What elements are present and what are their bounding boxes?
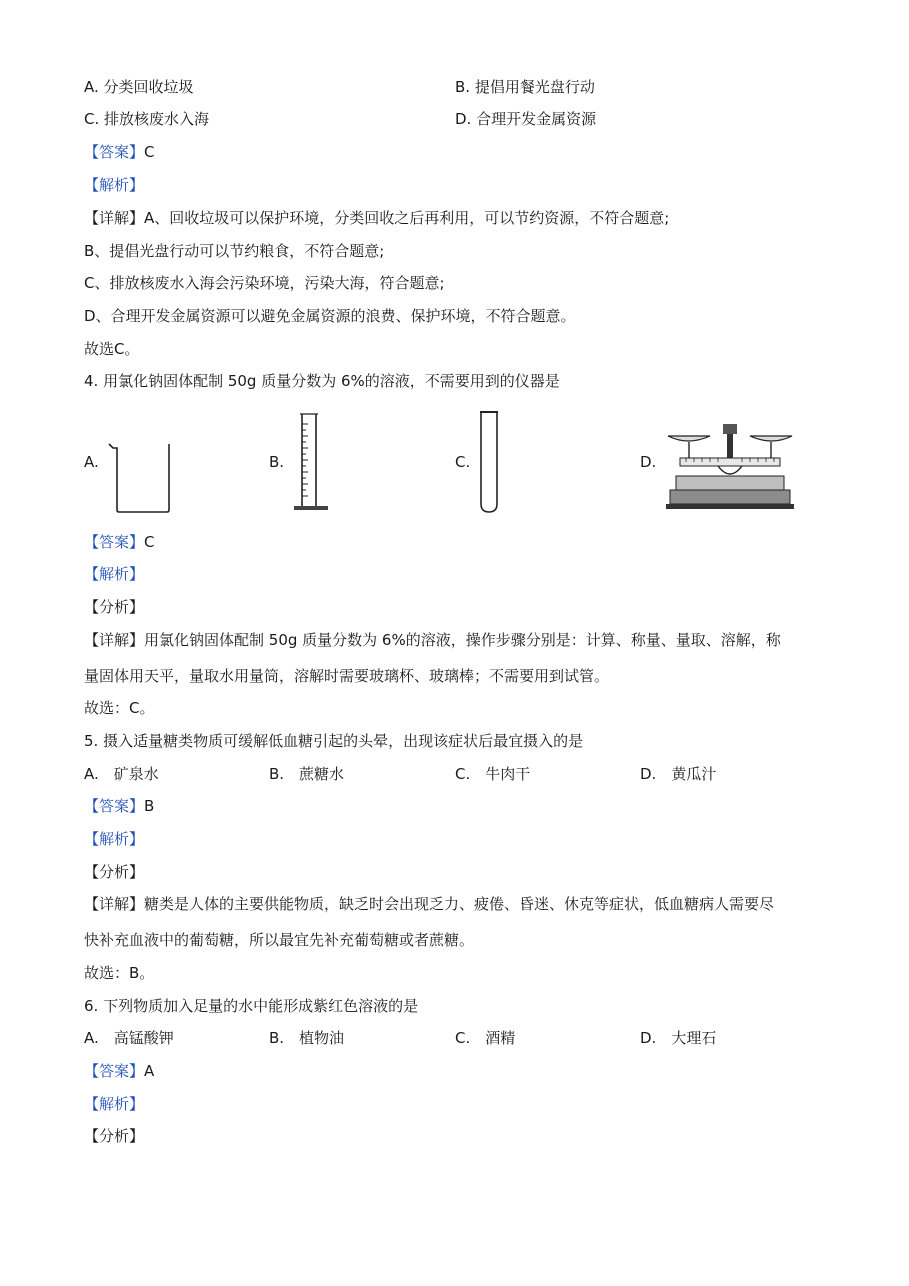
q4-answer [84,532,155,552]
detail-text: A、回收垃圾可以保护环境，分类回收之后再利用，可以节约资源，不符合题意; [144,209,670,227]
q6-fenxi-tag: 【分析】 [84,1127,145,1145]
detail-tag: 【详解】 [84,631,145,649]
q5-option-a: A. 矿泉水 [84,765,159,783]
q6-analysis-tag [84,1094,144,1114]
answer-value: C [144,533,155,551]
q4-label-d: D. [640,453,657,471]
detail-tag: 【详解】 [84,209,145,227]
answer-value: C [144,143,155,161]
answer-tag: 【答案】 [84,143,145,161]
q3-detail-line1 [84,208,669,228]
q3-detail-line2: B、提倡光盘行动可以节约粮食，不符合题意; [84,242,385,260]
q3-analysis-tag [84,175,144,195]
answer-tag: 【答案】 [84,797,145,815]
q4-fenxi-tag: 【分析】 [84,598,145,616]
q6-question: 6. 下列物质加入足量的水中能形成紫红色溶液的是 [84,997,419,1015]
q5-option-d: D. 黄瓜汁 [640,765,717,783]
q4-question: 4. 用氯化钠固体配制 50g 质量分数为 6%的溶液，不需要用到的仪器是 [84,372,560,390]
q4-detail-line2: 量固体用天平，量取水用量筒，溶解时需要玻璃杯、玻璃棒；不需要用到试管。 [84,667,610,685]
q5-answer [84,796,154,816]
q6-option-d: D. 大理石 [640,1029,717,1047]
graduated-cylinder-icon [290,410,334,516]
q5-question: 5. 摄入适量糖类物质可缓解低血糖引起的头晕，出现该症状后最宜摄入的是 [84,732,584,750]
detail-text: 用氯化钠固体配制 50g 质量分数为 6%的溶液，操作步骤分别是：计算、称量、量取、溶解，称 [144,631,781,649]
answer-value: A [144,1062,155,1080]
q5-option-c: C. 牛肉干 [455,765,531,783]
q3-conclusion: 故选C。 [84,340,140,358]
q3-detail-line4: D、合理开发金属资源可以避免金属资源的浪费、保护环境，不符合题意。 [84,307,576,325]
q4-label-c: C. [455,453,471,471]
analysis-tag: 【解析】 [84,565,145,583]
q5-analysis-tag [84,829,144,849]
q4-label-b: B. [269,453,285,471]
analysis-tag: 【解析】 [84,1095,145,1113]
q5-option-b: B. 蔗糖水 [269,765,345,783]
q5-detail-line2: 快补充血液中的葡萄糖，所以最宜先补充葡萄糖或者蔗糖。 [84,931,475,949]
q6-option-c: C. 酒精 [455,1029,516,1047]
analysis-tag: 【解析】 [84,830,145,848]
q5-detail-line1 [84,894,774,914]
beaker-icon [103,440,183,516]
q3-option-a: A. 分类回收垃圾 [84,78,194,96]
q6-answer [84,1061,154,1081]
q4-conclusion: 故选：C。 [84,699,155,717]
detail-tag: 【详解】 [84,895,145,913]
analysis-tag: 【解析】 [84,176,145,194]
answer-tag: 【答案】 [84,533,145,551]
answer-value: B [144,797,155,815]
q5-conclusion: 故选：B。 [84,964,155,982]
q4-detail-line1 [84,630,781,650]
q3-option-c: C. 排放核废水入海 [84,110,210,128]
test-tube-icon [474,408,504,516]
q3-option-b: B. 提倡用餐光盘行动 [455,78,595,96]
q4-analysis-tag [84,564,144,584]
q6-option-b: B. 植物油 [269,1029,345,1047]
detail-text: 糖类是人体的主要供能物质，缺乏时会出现乏力、疲倦、昏迷、休克等症状，低血糖病人需要尽 [144,895,775,913]
q5-fenxi-tag: 【分析】 [84,863,145,881]
q4-label-a: A. [84,453,99,471]
q3-option-d: D. 合理开发金属资源 [455,110,597,128]
q3-detail-line3: C、排放核废水入海会污染环境，污染大海，符合题意; [84,274,445,292]
q6-option-a: A. 高锰酸钾 [84,1029,174,1047]
answer-tag: 【答案】 [84,1062,145,1080]
balance-scale-icon [662,420,798,514]
q3-answer [84,142,155,162]
